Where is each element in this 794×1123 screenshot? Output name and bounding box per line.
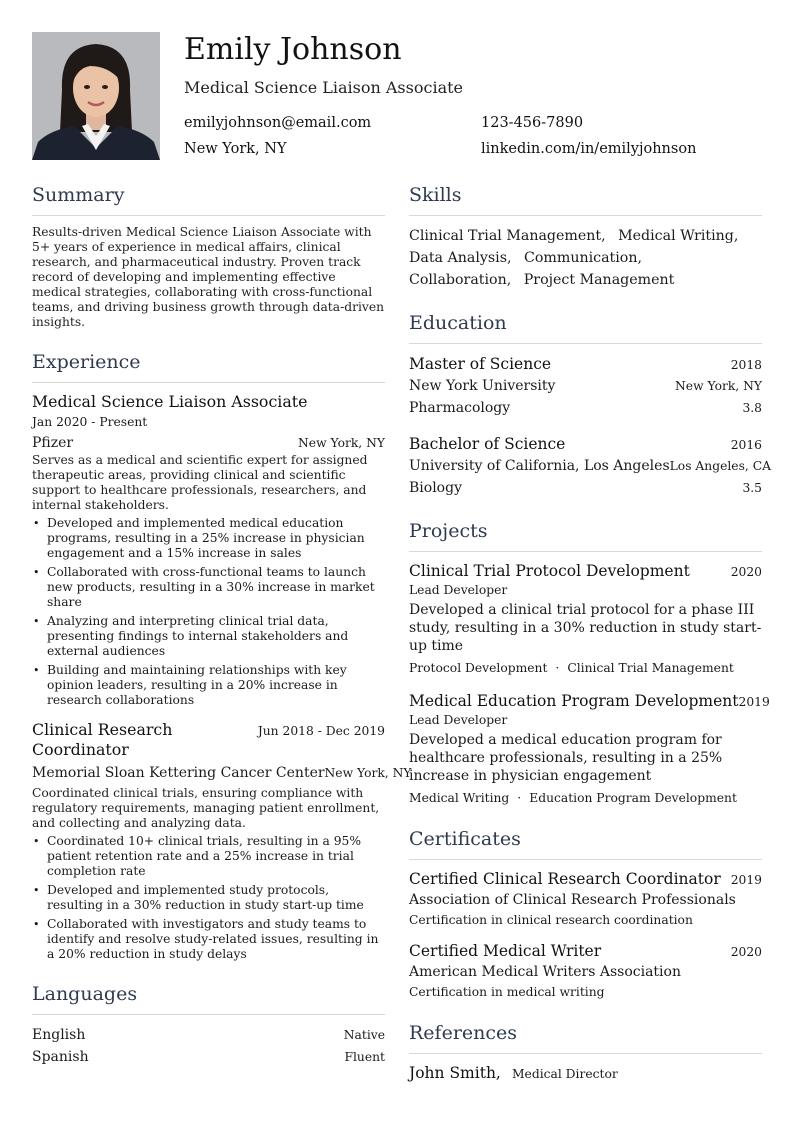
references-section — [409, 1021, 762, 1083]
contact-email[interactable]: emilyjohnson@email.com — [184, 115, 372, 131]
achievement-item: • Building and maintaining relationships with key opinion leaders, resulting in a 20% increase in research collaborations — [32, 663, 385, 708]
job-company: Memorial Sloan Kettering Cancer Center — [32, 765, 325, 781]
contact-phone[interactable]: 123-456-7890 — [481, 115, 584, 131]
school-name: University of California, Los Angeles — [409, 458, 670, 474]
project-entry — [409, 691, 770, 807]
tag-separator: · — [517, 791, 522, 805]
left-column — [32, 183, 412, 1088]
portrait-image — [32, 32, 160, 160]
language-name: Spanish — [32, 1049, 89, 1065]
skill-item: Clinical Trial Management, — [409, 228, 606, 244]
experience-entry — [32, 392, 385, 708]
achievement-item: • Developed and implemented study protocols, resulting in a 30% reduction in study start-up time — [32, 883, 385, 913]
tag-separator: · — [555, 661, 560, 675]
section-heading: Education — [409, 311, 762, 344]
certificate-year: 2019 — [730, 873, 762, 887]
field-row — [409, 397, 762, 419]
education-entry — [409, 353, 762, 419]
summary-text: Results-driven Medical Science Liaison Associate with 5+ years of experience in medical affairs, clinical research, and pharmaceutical industry. Proven track record of developing and implementing effective medical strategies, collaborating with cross-functional teams, and driving business growth through data-driven insights. — [32, 225, 385, 329]
project-role: Lead Developer — [409, 713, 508, 727]
project-description: Developed a clinical trial protocol for a phase III study, resulting in a 30% reduction in study start-up time — [409, 602, 762, 654]
language-name: English — [32, 1027, 86, 1043]
section-heading: Certificates — [409, 827, 762, 860]
reference-role: Medical Director — [511, 1067, 618, 1081]
degree-name: Master of Science — [409, 355, 552, 373]
section-heading: Experience — [32, 350, 385, 383]
contact-linkedin[interactable]: linkedin.com/in/emilyjohnson — [481, 141, 697, 157]
field-of-study: Biology — [409, 480, 462, 496]
education-entry — [409, 433, 772, 499]
achievement-item: • Collaborated with cross-functional teams to launch new products, resulting in a 30% increase in market share — [32, 565, 385, 610]
job-company: Pfizer — [32, 435, 74, 451]
skills-list — [409, 225, 762, 291]
skill-item: Data Analysis, — [409, 250, 512, 266]
reference-entry — [409, 1063, 762, 1083]
certificate-description: Certification in medical writing — [409, 985, 605, 999]
skill-item: Project Management — [523, 272, 675, 288]
degree-name: Bachelor of Science — [409, 435, 566, 453]
job-company-row — [32, 760, 412, 786]
certificate-name: Certified Medical Writer — [409, 942, 602, 960]
achievement-item: • Coordinated 10+ clinical trials, resulting in a 95% patient retention rate and a 25% increase in trial completion rate — [32, 834, 385, 879]
project-tag: Protocol Development — [409, 661, 548, 675]
language-level: Native — [343, 1028, 385, 1042]
field-row — [409, 477, 762, 499]
certificate-issuer: American Medical Writers Association — [409, 964, 681, 980]
section-heading: Summary — [32, 183, 385, 216]
gpa-value: 3.8 — [742, 401, 762, 415]
language-row — [32, 1046, 385, 1068]
job-title-row — [32, 720, 385, 760]
education-section — [409, 311, 772, 499]
projects-section — [409, 519, 770, 807]
project-tag: Education Program Development — [529, 791, 737, 805]
project-tag: Medical Writing — [409, 791, 510, 805]
project-tags — [409, 789, 762, 807]
project-tags — [409, 659, 762, 677]
achievement-item: • Analyzing and interpreting clinical trial data, presenting findings to internal stakeholders and external audiences — [32, 614, 385, 659]
job-description: Coordinated clinical trials, ensuring compliance with regulatory requirements, managing patient enrollment, and collecting and analyzing data. — [32, 786, 380, 830]
degree-year: 2016 — [730, 438, 762, 452]
gpa-value: 3.5 — [742, 481, 762, 495]
candidate-title: Medical Science Liaison Associate — [184, 78, 463, 97]
section-heading: Projects — [409, 519, 762, 552]
job-dates: Jan 2020 - Present — [32, 415, 148, 429]
job-title: Clinical Research Coordinator — [32, 720, 173, 759]
skill-item: Medical Writing, — [618, 228, 739, 244]
experience-section — [32, 350, 412, 962]
job-dates: Jun 2018 - Dec 2019 — [257, 724, 385, 738]
experience-entry — [32, 720, 412, 962]
resume-header — [32, 32, 762, 160]
achievement-item: • Collaborated with investigators and study teams to identify and resolve study-related issues, resulting in a 20% reduction in study delays — [32, 917, 385, 962]
summary-section — [32, 183, 385, 330]
school-row — [409, 375, 762, 397]
school-location: New York, NY — [675, 379, 762, 393]
project-description: Developed a medical education program for healthcare professionals, resulting in a 25% increase in physician engagement — [409, 732, 723, 784]
languages-section — [32, 982, 385, 1068]
job-achievements — [32, 834, 385, 962]
project-entry — [409, 561, 762, 677]
section-heading: References — [409, 1021, 762, 1054]
job-company-row — [32, 433, 385, 453]
candidate-name: Emily Johnson — [184, 32, 402, 67]
job-title: Medical Science Liaison Associate — [32, 392, 308, 411]
project-name: Medical Education Program Development — [409, 692, 739, 710]
skill-item: Collaboration, — [409, 272, 512, 288]
certificate-description: Certification in clinical research coordination — [409, 913, 693, 927]
certificate-entry — [409, 869, 762, 929]
language-row — [32, 1024, 385, 1046]
contact-location: New York, NY — [184, 141, 287, 157]
school-row — [409, 455, 772, 477]
project-title-row — [409, 561, 762, 581]
field-of-study: Pharmacology — [409, 400, 511, 416]
skill-item: Communication, — [524, 250, 642, 266]
certificate-year: 2020 — [730, 945, 762, 959]
certificate-title-row — [409, 869, 762, 889]
degree-year: 2018 — [730, 358, 762, 372]
degree-row — [409, 353, 762, 375]
project-role: Lead Developer — [409, 583, 508, 597]
reference-name: John Smith, — [409, 1064, 501, 1082]
section-heading: Skills — [409, 183, 762, 216]
project-title-row — [409, 691, 770, 711]
certificate-name: Certified Clinical Research Coordinator — [409, 870, 721, 888]
project-name: Clinical Trial Protocol Development — [409, 562, 690, 580]
language-level: Fluent — [344, 1050, 385, 1064]
job-achievements — [32, 516, 385, 708]
project-tag: Clinical Trial Management — [567, 661, 734, 675]
job-description: Serves as a medical and scientific expert for assigned therapeutic areas, providing clinical and scientific support to healthcare professionals, researchers, and internal stakeholders. — [32, 453, 368, 512]
right-column — [409, 183, 772, 1103]
profile-photo — [32, 32, 160, 160]
school-name: New York University — [409, 378, 556, 394]
job-location: New York, NY — [298, 436, 385, 450]
section-heading: Languages — [32, 982, 385, 1015]
skills-section — [409, 183, 762, 291]
degree-row — [409, 433, 762, 455]
certificates-section — [409, 827, 762, 1001]
certificate-title-row — [409, 941, 762, 961]
project-year: 2019 — [738, 695, 770, 709]
job-location: New York, NY — [324, 766, 412, 780]
school-location: Los Angeles, CA — [669, 459, 772, 473]
certificate-issuer: Association of Clinical Research Professionals — [409, 892, 736, 908]
project-year: 2020 — [730, 565, 762, 579]
achievement-item: • Developed and implemented medical education programs, resulting in a 25% increase in physician engagement and a 15% increase in sales — [32, 516, 385, 561]
certificate-entry — [409, 941, 762, 1001]
